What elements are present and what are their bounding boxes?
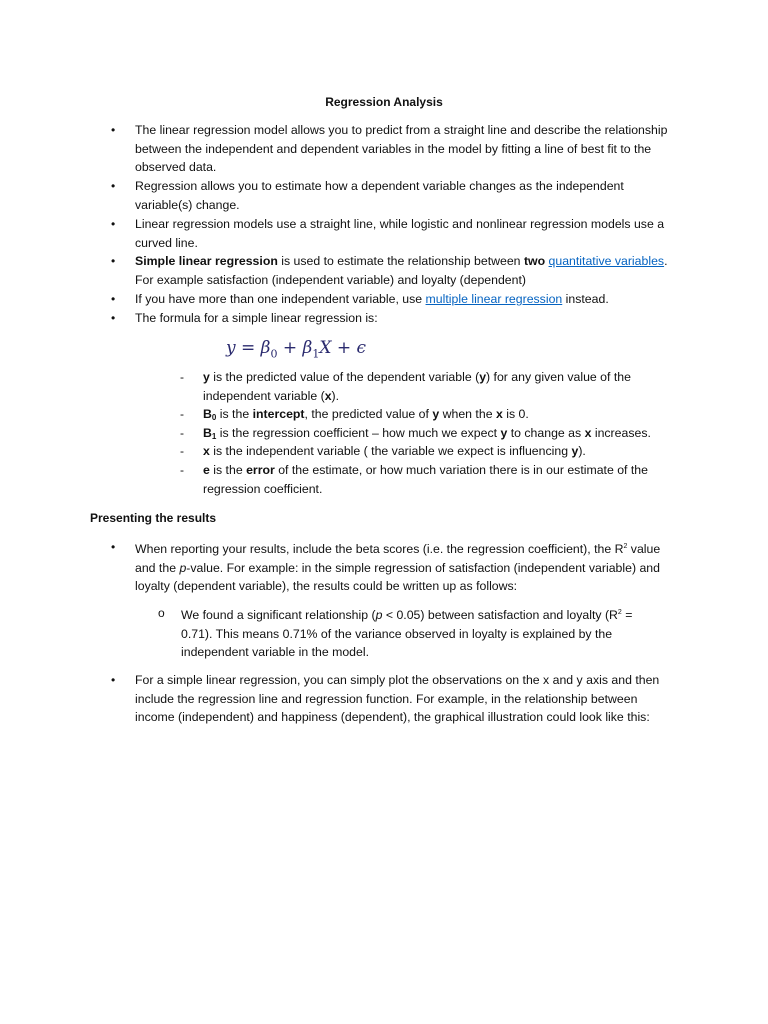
formula-part: + β — [277, 338, 313, 358]
bullet-item — [135, 215, 680, 252]
italic-term: p — [179, 560, 187, 575]
text-run: ). — [578, 444, 586, 458]
bold-term: B — [203, 426, 212, 440]
bullet-item — [135, 121, 680, 177]
regression-formula — [226, 337, 366, 365]
superscript: 2 — [617, 609, 622, 616]
text-run: When reporting your results, include the beta scores (i.e. the regression coefficient), the R — [135, 542, 624, 556]
quantitative-variables-link[interactable]: quantitative variables — [548, 254, 665, 268]
formula-part: y = β — [226, 338, 271, 358]
bullet-item — [135, 671, 680, 727]
text-run: = 0.71). This means 0.71% of the variance observed in loyalty is explained by the independent variable in the model. — [181, 608, 633, 660]
bullet-text: The linear regression model allows you to predict from a straight line and describe the relationship between the independent and dependent variables in the model by fitting a line of best fit to the observed data. — [135, 123, 668, 175]
bold-term: two — [523, 254, 549, 268]
bullet-text — [135, 538, 680, 596]
bold-term: e — [203, 463, 210, 477]
text-run: is the — [209, 463, 247, 477]
text-run: ) for any given value of the independent variable ( — [203, 370, 631, 403]
bold-term: Simple linear regression — [135, 254, 278, 268]
text-run: is used to estimate the relationship between — [277, 254, 524, 268]
bold-term: y — [571, 444, 579, 458]
text-run: increases. — [591, 426, 651, 440]
bullet-text: Linear regression models use a straight line, while logistic and nonlinear regression models use a curved line. — [135, 217, 665, 250]
text-run: of the estimate, or how much variation there is in our estimate of the regression coefficient. — [203, 463, 648, 496]
formula-subscript: 0 — [270, 347, 278, 361]
text-run: If you have more than one independent variable, use — [135, 292, 426, 306]
text-run: is 0. — [502, 407, 529, 421]
section-heading: Presenting the results — [90, 511, 217, 525]
bullet-item — [135, 538, 680, 596]
bullet-item — [135, 290, 680, 309]
bold-term: B — [203, 407, 212, 421]
definition-item — [203, 442, 678, 461]
bullet-text — [135, 290, 680, 309]
example-item — [181, 604, 651, 662]
bullet-text: For a simple linear regression, you can simply plot the observations on the x and y axis and then include the regression line and regression function. For example, in the relationship between income (independent) and happiness (dependent), the graphical illustration could look like this: — [135, 673, 660, 725]
text-run: instead. — [562, 292, 609, 306]
page-title: Regression Analysis — [325, 95, 443, 109]
dash-marker: - — [180, 463, 184, 477]
dash-marker: - — [180, 370, 184, 384]
subscript: 1 — [211, 432, 217, 441]
text-run: -value. For example: in the simple regression of satisfaction (independent variable) and loyalty (dependent variable), the results could be written up as follows: — [135, 560, 660, 594]
bold-term: y — [432, 407, 440, 421]
bullet-marker: • — [111, 311, 116, 325]
bullet-marker: • — [111, 292, 116, 306]
dash-marker: - — [180, 444, 184, 458]
text-run: is the predicted value of the dependent variable ( — [209, 370, 480, 384]
bullet-marker: • — [111, 254, 116, 268]
text-run: is the regression coefficient – how much we expect — [216, 426, 501, 440]
text-run: . For example satisfaction (independent variable) and loyalty (dependent) — [135, 254, 668, 287]
bold-term: x — [584, 426, 592, 440]
text-run: value and the — [135, 542, 661, 575]
dash-marker: - — [180, 426, 184, 440]
text-run: We found a significant relationship ( — [181, 608, 376, 622]
bullet-item — [135, 252, 680, 289]
bullet-item — [135, 309, 680, 328]
bold-term: y — [479, 370, 487, 384]
superscript: 2 — [623, 543, 628, 550]
definition-item — [203, 461, 678, 498]
bold-term: y — [203, 370, 210, 384]
bold-term: y — [500, 426, 508, 440]
definition-text — [203, 442, 678, 461]
definition-item — [203, 368, 678, 405]
text-run: to change as — [507, 426, 585, 440]
bullet-text: Regression allows you to estimate how a dependent variable changes as the independent variable(s) change. — [135, 179, 624, 212]
bold-term: x — [324, 388, 332, 403]
definition-text — [203, 461, 678, 498]
italic-term: p — [375, 608, 383, 622]
bullet-marker: • — [111, 540, 116, 554]
bullet-item — [135, 177, 680, 214]
formula-part: X + ϵ — [319, 338, 367, 358]
bold-term: intercept — [252, 407, 305, 421]
bullet-marker: • — [111, 179, 116, 193]
text-run: when the — [439, 407, 496, 421]
bullet-text — [135, 252, 680, 289]
text-run: is the — [216, 407, 253, 421]
text-run: < 0.05) between satisfaction and loyalty (R — [382, 608, 618, 622]
circle-marker: o — [158, 606, 165, 620]
text-run: ). — [331, 388, 340, 403]
example-text — [181, 604, 651, 662]
subscript: 0 — [211, 413, 217, 422]
bullet-text: The formula for a simple linear regression is: — [135, 311, 378, 325]
definition-text — [203, 368, 678, 405]
bullet-marker: • — [111, 673, 116, 687]
bold-term: x — [203, 444, 210, 458]
formula-subscript: 1 — [312, 347, 320, 361]
bold-term: x — [495, 407, 503, 421]
bold-term: error — [246, 463, 275, 477]
bullet-marker: • — [111, 217, 116, 231]
dash-marker: - — [180, 407, 184, 421]
bullet-marker: • — [111, 123, 116, 137]
multiple-linear-regression-link[interactable]: multiple linear regression — [425, 292, 563, 306]
text-run: , the predicted value of — [304, 407, 433, 421]
text-run: is the independent variable ( the variable we expect is influencing — [209, 444, 572, 458]
